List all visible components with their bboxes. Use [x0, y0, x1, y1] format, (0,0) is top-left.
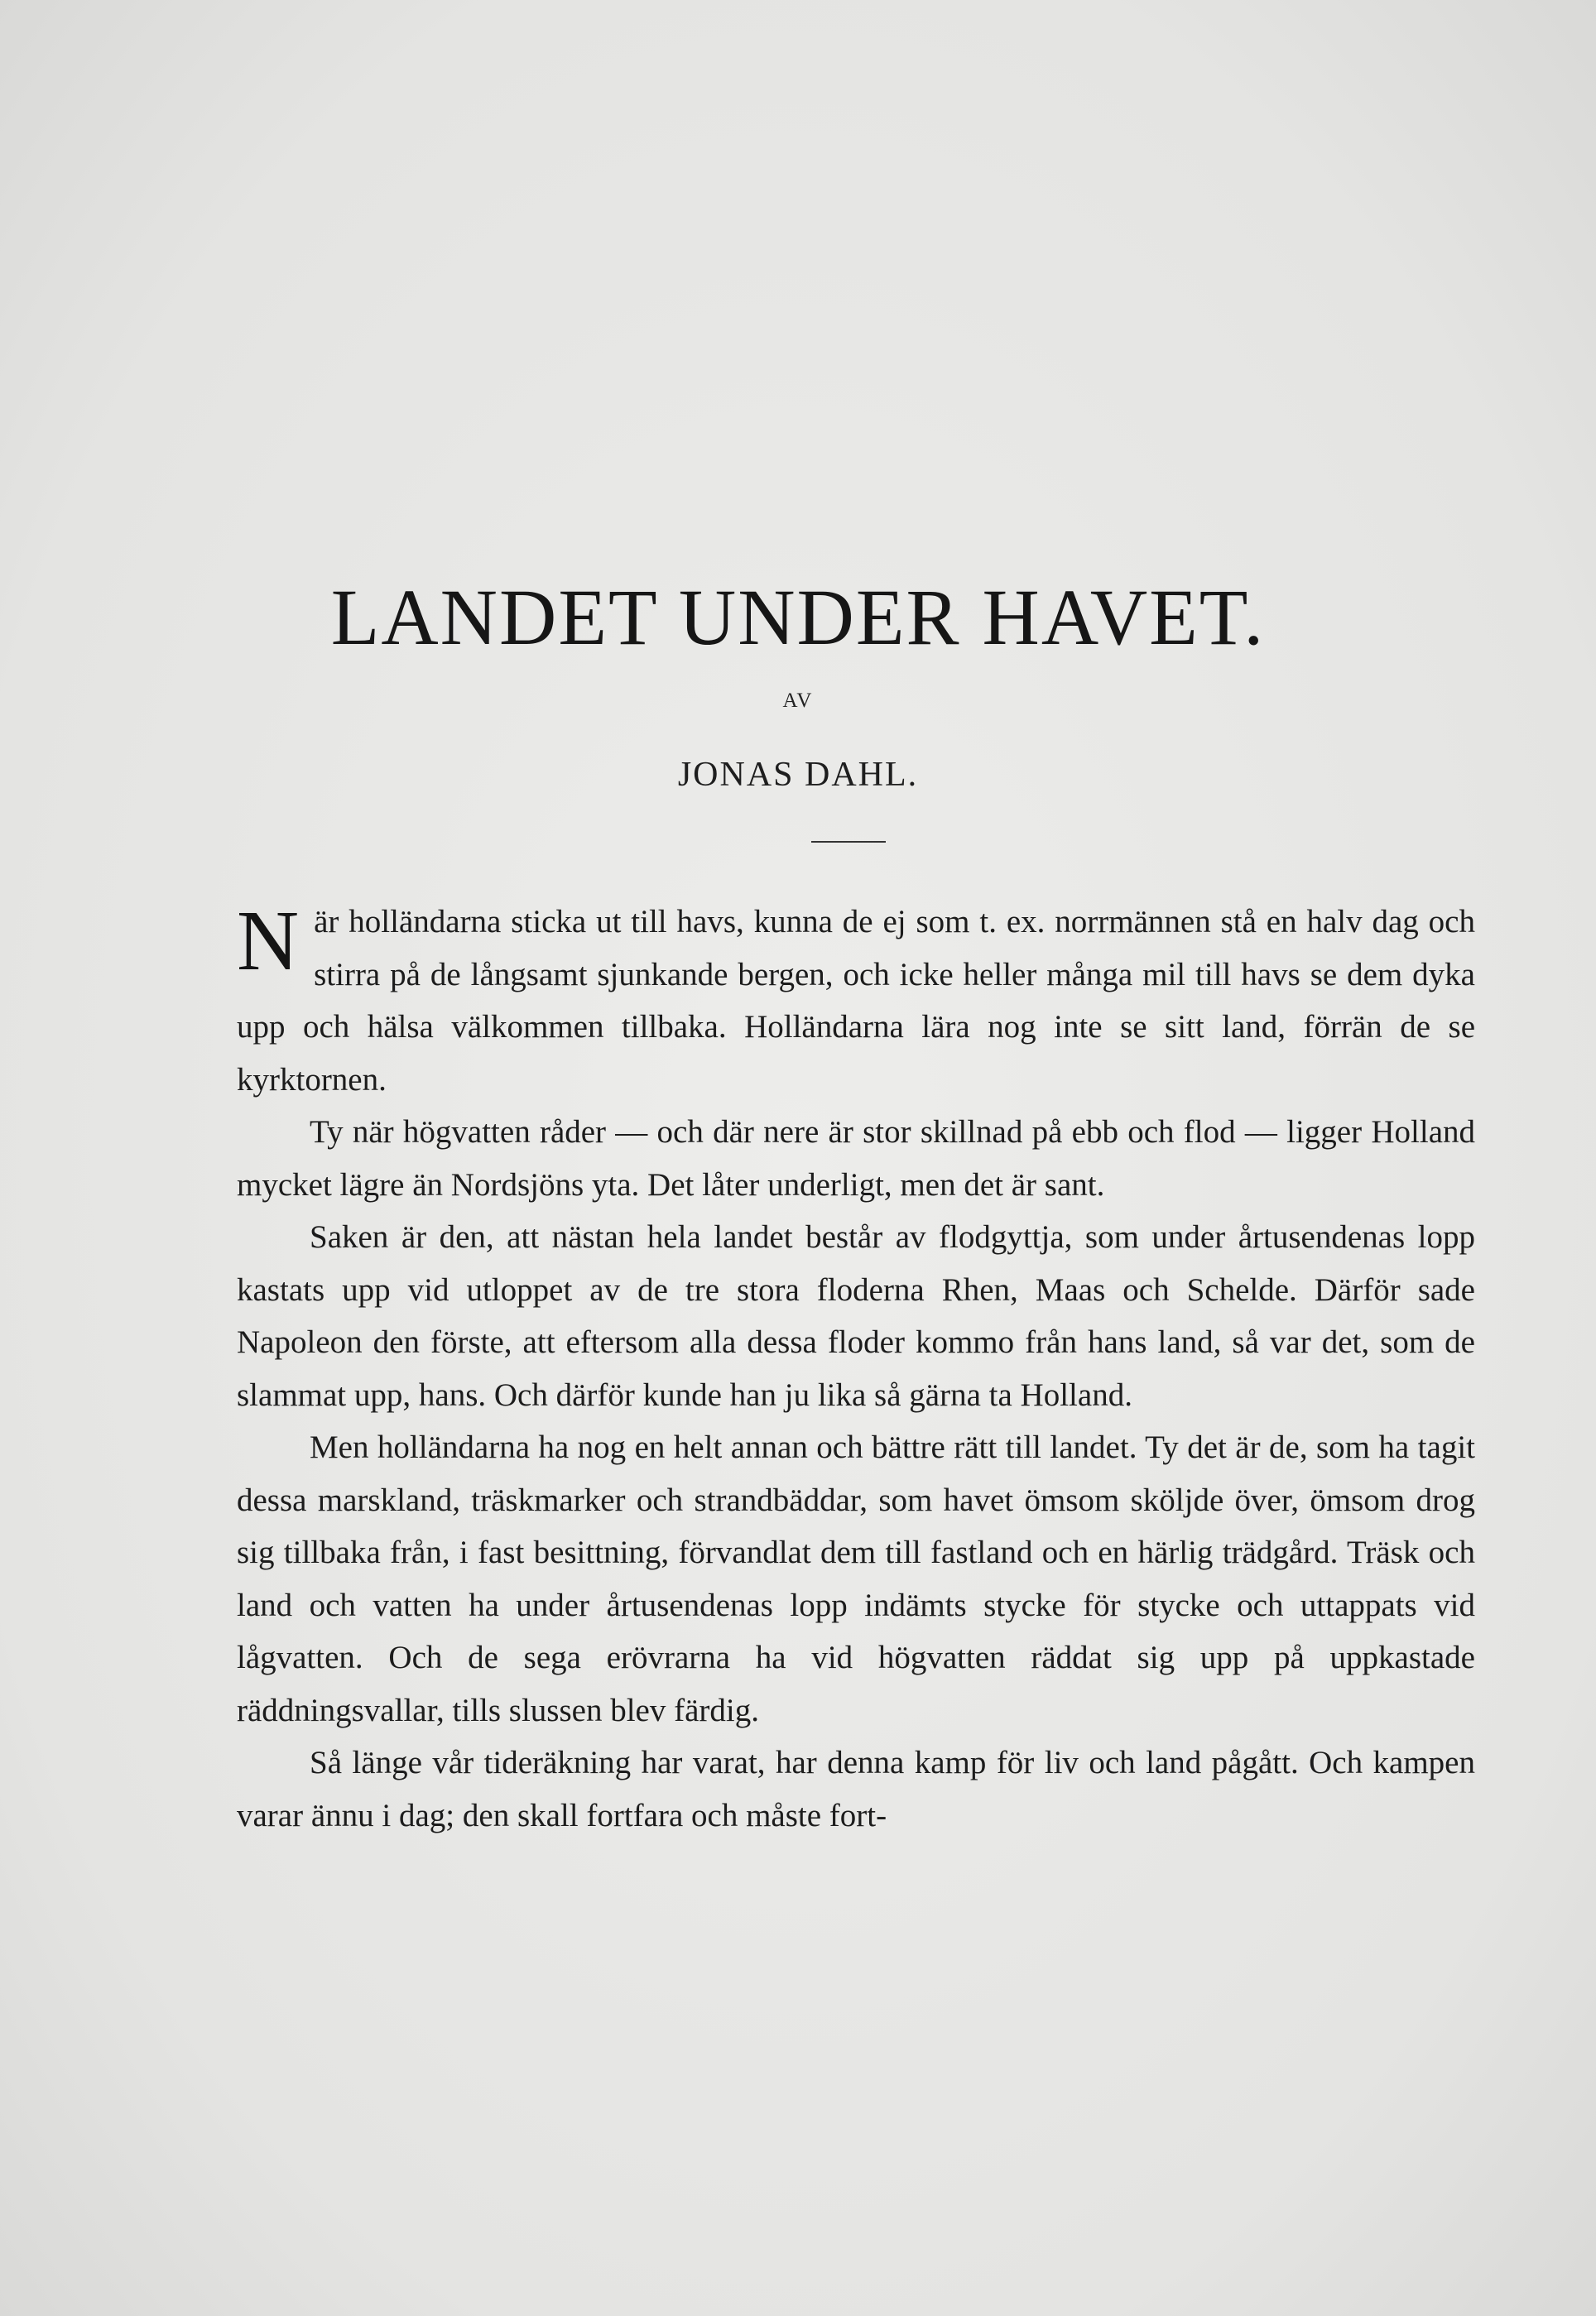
- paragraph-2: Ty när högvatten råder — och där nere är stor skillnad på ebb och flod — ligger Holland mycket lägre än Nordsjöns yta. Det låter underligt, men det är sant.: [237, 1114, 1475, 1203]
- author-name: JONAS DAHL.: [677, 756, 919, 794]
- article-title: LANDET UNDER HAVET.: [330, 573, 1266, 661]
- paragraph-1-text: är holländarna sticka ut till havs, kunna de ej som t. ex. norrmännen stå en halv dag och stirra på de långsamt sjunkande bergen, och icke heller många mil till havs se dem dyka upp och hälsa välkommen tillbaka. Holländarna lära nog inte se sitt land, förrän de se kyrktornen.: [237, 904, 1475, 1098]
- byline-prefix: AV: [782, 690, 814, 712]
- title-divider: [811, 841, 886, 843]
- paragraph-5: Så länge vår tideräkning har varat, har denna kamp för liv och land pågått. Och kampen varar ännu i dag; den skall fortfara och måste fort-: [237, 1745, 1475, 1833]
- article-body: [237, 893, 1475, 1842]
- paragraph-1: [237, 893, 1475, 1106]
- paragraph-4: Men holländarna ha nog en helt annan och bättre rätt till landet. Ty det är de, som ha tagit dessa marskland, träskmarker och strandbäddar, som havet ömsom sköljde över, ömsom drog sig tillbaka från, i fast besittning, förvandlat dem till fastland och en härlig trädgård. Träsk och land och vatten ha under årtusendenas lopp indämts stycke för stycke och uttappats vid lågvatten. Och de sega erövrarna ha vid högvatten räddat sig upp på uppkastade räddningsvallar, tills slussen blev färdig.: [237, 1429, 1475, 1728]
- drop-cap: N: [237, 893, 300, 988]
- paragraph-3: Saken är den, att nästan hela landet består av flodgyttja, som under årtusendenas lopp kastats upp vid utloppet av de tre stora floderna Rhen, Maas och Schelde. Därför sade Napoleon den förste, att eftersom alla dessa floder kommo från hans land, så var det, som de slammat upp, hans. Och därför kunde han ju lika så gärna ta Holland.: [237, 1219, 1475, 1413]
